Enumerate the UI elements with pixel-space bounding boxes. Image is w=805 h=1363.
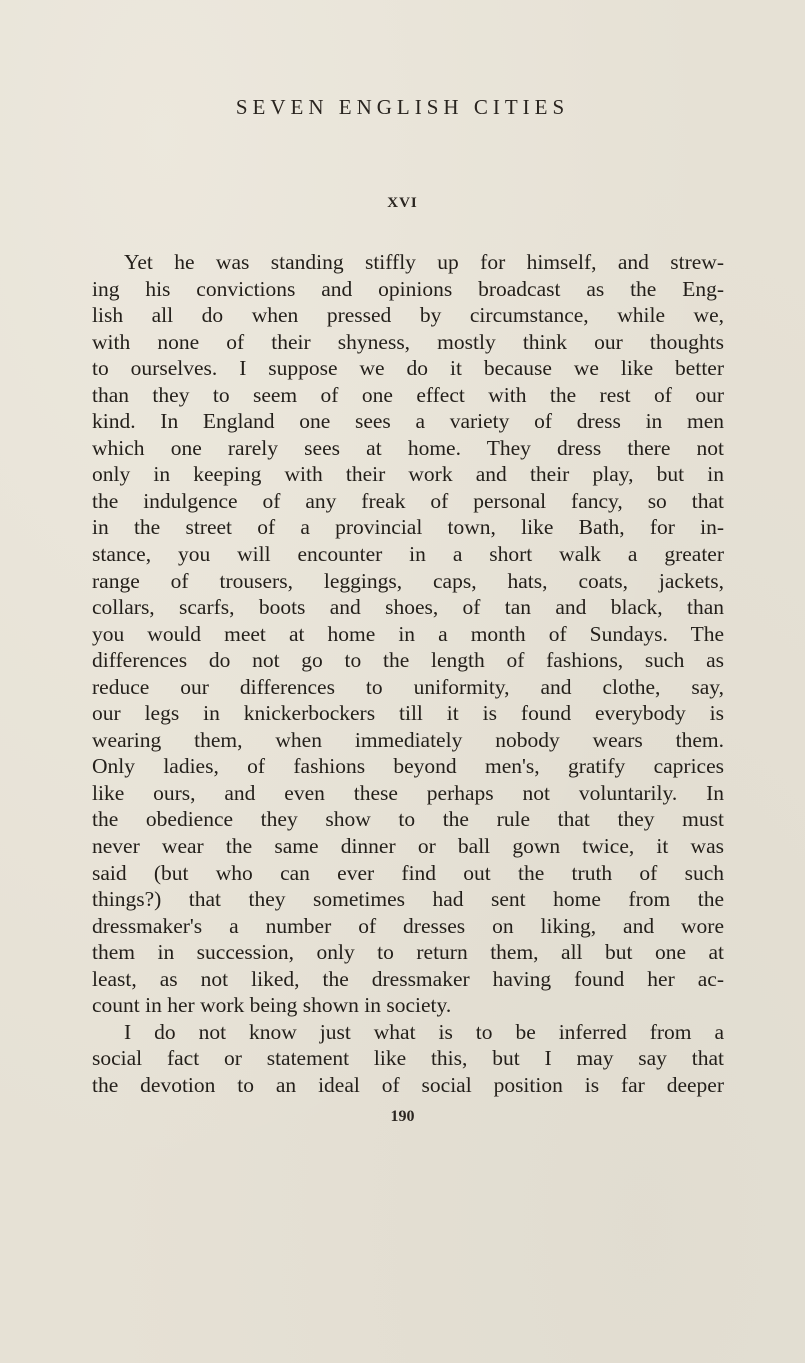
text-line: lish all do when pressed by circumstance, while we, [92,303,724,328]
text-line: collars, scarfs, boots and shoes, of tan and black, than [92,595,724,620]
chapter-number: XVI [387,195,418,211]
text-line: with none of their shyness, mostly think our thoughts [92,329,724,354]
text-line: social fact or statement like this, but I may say that [92,1046,724,1071]
text-line: in the street of a provincial town, like Bath, for in- [92,515,724,540]
text-line: our legs in knickerbockers till it is found everybody is [92,701,724,726]
page-number: 190 [390,1108,415,1125]
text-line: to ourselves. I suppose we do it because we like better [92,356,724,381]
text-line: wearing them, when immediately nobody wears them. [92,727,724,752]
text-line: the devotion to an ideal of social position is far deeper [92,1072,724,1097]
text-line: Yet he was standing stiffly up for himself, and strew- [124,250,724,274]
text-line: than they to seem of one effect with the rest of our [92,382,724,407]
text-line: reduce our differences to uniformity, and clothe, say, [92,674,724,699]
text-line: the indulgence of any freak of personal fancy, so that [92,488,724,513]
text-line: least, as not liked, the dressmaker having found her ac- [92,966,724,991]
text-line: ing his convictions and opinions broadcast as the Eng- [92,276,724,301]
paragraph-1 [92,249,724,1019]
text-line: only in keeping with their work and their play, but in [92,462,724,487]
text-line: which one rarely sees at home. They dress there not [92,435,724,460]
text-line: kind. In England one sees a variety of dress in men [92,409,724,434]
text-line: Only ladies, of fashions beyond men's, gratify caprices [92,754,724,779]
text-line: stance, you will encounter in a short walk a greater [92,542,724,567]
text-line: you would meet at home in a month of Sundays. The [92,621,724,646]
text-line: dressmaker's a number of dresses on liking, and wore [92,913,724,938]
text-line: them in succession, only to return them, all but one at [92,940,724,965]
text-line: things?) that they sometimes had sent home from the [92,887,724,912]
text-line: I do not know just what is to be inferred from a [124,1019,724,1044]
text-line: count in her work being shown in society. [92,993,452,1018]
text-line: range of trousers, leggings, caps, hats, coats, jackets, [92,568,724,593]
text-line: like ours, and even these perhaps not voluntarily. In [92,780,724,805]
running-head: SEVEN ENGLISH CITIES [235,95,570,119]
paragraph-2 [92,1019,724,1099]
text-line: the obedience they show to the rule that they must [92,807,724,832]
text-line: never wear the same dinner or ball gown twice, it was [92,834,724,859]
text-line: differences do not go to the length of fashions, such as [92,648,724,673]
body-text [92,249,724,1099]
text-line: said (but who can ever find out the truth of such [92,860,724,885]
